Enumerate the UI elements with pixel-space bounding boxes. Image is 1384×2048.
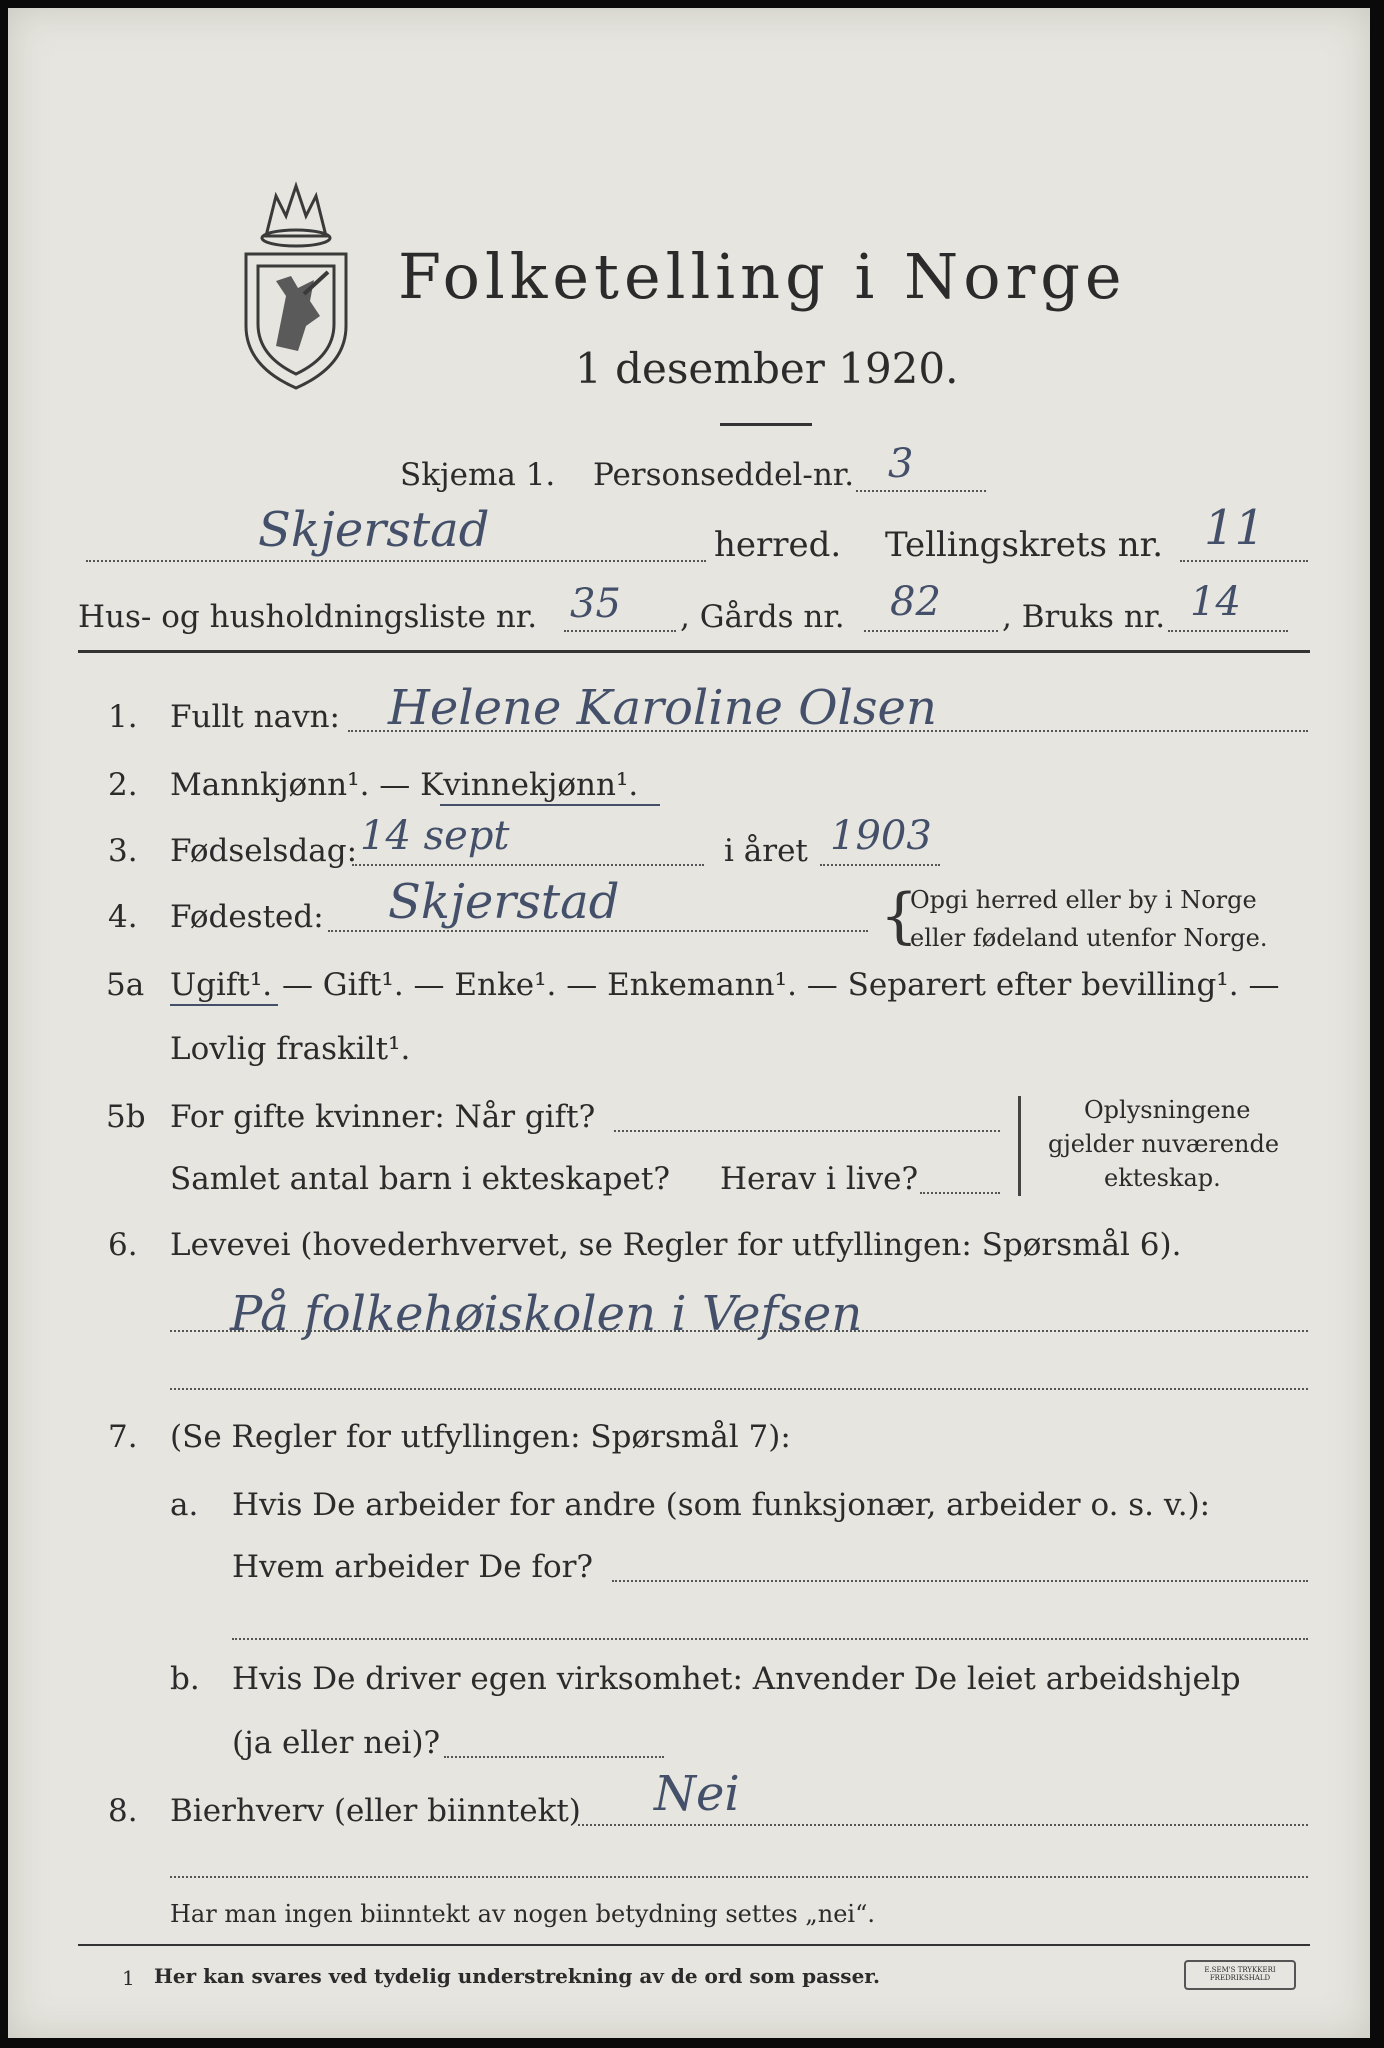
- gards-value: 82: [890, 579, 941, 625]
- q7b-line1: Hvis De driver egen virksomhet: Anvender De leiet arbeidshjelp: [232, 1661, 1241, 1697]
- bruks-label: , Bruks nr.: [1002, 599, 1166, 635]
- kvinnekjonn-underline: [440, 804, 660, 806]
- hus-value: 35: [570, 581, 621, 627]
- q8-number: 8.: [108, 1793, 138, 1829]
- q5b-line2b: Herav i live?: [720, 1161, 919, 1197]
- personseddel-value: 3: [888, 441, 914, 487]
- birthplace-value: Skjerstad: [388, 874, 620, 930]
- q7a-line2: Hvem arbeider De for?: [232, 1549, 594, 1585]
- q7a-line1: Hvis De arbeider for andre (som funksjonær, arbeider o. s. v.):: [232, 1487, 1211, 1523]
- birthdate-value: 14 sept: [360, 813, 510, 859]
- tellingskrets-value: 11: [1204, 500, 1266, 556]
- q8-label: Bierhverv (eller biinntekt): [170, 1793, 581, 1829]
- bruks-value: 14: [1190, 579, 1241, 625]
- q3-number: 3.: [108, 833, 138, 869]
- q4-label: Fødested:: [170, 899, 324, 935]
- q6-number: 6.: [108, 1227, 138, 1263]
- footer-divider: [78, 1944, 1310, 1946]
- q1-label: Fullt navn:: [170, 699, 340, 735]
- q5b-note-line3: ekteskap.: [1104, 1164, 1221, 1192]
- q3-label: Fødselsdag:: [170, 833, 358, 869]
- q7-label: (Se Regler for utfyllingen: Spørsmål 7):: [170, 1419, 791, 1455]
- q7a-number: a.: [170, 1487, 199, 1523]
- footnote-mark: 1: [122, 1966, 135, 1990]
- ugift-underline: [170, 1004, 278, 1006]
- form-title: Folketelling i Norge: [398, 240, 1127, 313]
- gards-label: , Gårds nr.: [680, 599, 845, 635]
- q2-label: Mannkjønn¹. — Kvinnekjønn¹.: [170, 767, 639, 803]
- q5b-line2a: Samlet antal barn i ekteskapet?: [170, 1161, 670, 1197]
- tellingskrets-label: Tellingskrets nr.: [885, 525, 1164, 565]
- q1-number: 1.: [108, 699, 138, 735]
- q4-note-line1: Opgi herred eller by i Norge: [910, 886, 1257, 914]
- side-occupation-value: Nei: [654, 1766, 740, 1822]
- q5a-line1: Ugift¹. — Gift¹. — Enke¹. — Enkemann¹. — Separert efter bevilling¹. —: [170, 967, 1280, 1003]
- q4-number: 4.: [108, 899, 138, 935]
- herred-label: herred.: [714, 525, 842, 565]
- q4-note-line2: eller fødeland utenfor Norge.: [910, 924, 1268, 952]
- printer-stamp-text: E.SEM'S TRYKKERI FREDRIKSHALD: [1204, 1966, 1276, 1982]
- footnote-text: Her kan svares ved tydelig understrekning av de ord som passer.: [154, 1964, 880, 1988]
- printer-stamp: [1184, 1960, 1296, 1990]
- q5a-number: 5a: [106, 967, 145, 1003]
- census-form: Folketelling i Norge 1 desember 1920. Skjema 1. Personseddel-nr. 3 Skjerstad herred. Tellingskrets nr. 11 Hus- og husholdningsliste nr. 35 , Gårds nr. 82 , Bruks nr. 14 1. Fullt navn: Helene Karoline Olsen 2. Mannkjønn¹. — Kvinnekjønn¹. 3. Fødselsdag: 14 sept i året 1903 4. Fødested: Skjerstad { Opgi herred eller by i Norge eller fødeland utenfor Norge. 5a Ugift¹. — Gift¹. — Enke¹. — Enkemann¹. — Separert efter bevilling¹. — Lovlig fraskilt¹. 5b For gifte kvinner: Når gift? Samlet antal barn i ekteskapet? Herav i live? Oplysningene gjelder nuværende ekteskap. 6. Levevei (hovederhvervet, se Regler for utfyllingen: Spørsmål 6). På folkehøiskolen i Vefsen 7. (Se Regler for utfyllingen: Spørsmål 7): a. Hvis De arbeider for andre (som funksjonær, arbeider o. s. v.): Hvem arbeider De for? b. Hvis De driver egen virksomhet: Anvender De leiet arbeidshjelp (ja eller nei)? 8. Bierhverv (eller biinntekt) Nei Har man ingen biinntekt av nogen betydning settes „nei“. 1 Her kan svares ved tydelig understrekning av de ord som passer. E.SEM'S TRYKKERI FREDRIKSHALD: [8, 8, 1370, 2038]
- q5b-note-bracket: [1018, 1096, 1021, 1196]
- q6-label: Levevei (hovederhvervet, se Regler for utfyllingen: Spørsmål 6).: [170, 1227, 1182, 1263]
- q5b-note-line2: gjelder nuværende: [1048, 1130, 1280, 1158]
- form-date: 1 desember 1920.: [575, 344, 959, 393]
- occupation-value: På folkehøiskolen i Vefsen: [230, 1286, 863, 1342]
- q3-year-label: i året: [724, 833, 808, 869]
- coat-of-arms-icon: [236, 176, 356, 396]
- footer-note: Har man ingen biinntekt av nogen betydning settes „nei“.: [170, 1900, 875, 1928]
- title-divider: [720, 423, 812, 426]
- q5b-number: 5b: [106, 1099, 146, 1135]
- herred-value: Skjerstad: [258, 502, 490, 558]
- birth-year-value: 1903: [830, 813, 932, 859]
- q2-number: 2.: [108, 767, 138, 803]
- q7b-number: b.: [170, 1661, 200, 1697]
- hus-label: Hus- og husholdningsliste nr.: [78, 599, 538, 635]
- q5b-note-line1: Oplysningene: [1084, 1096, 1251, 1124]
- q5a-line2: Lovlig fraskilt¹.: [170, 1031, 411, 1067]
- q5b-line1: For gifte kvinner: Når gift?: [170, 1099, 596, 1135]
- q7b-line2: (ja eller nei)?: [232, 1725, 441, 1761]
- header-divider: [78, 650, 1310, 653]
- skjema-label: Skjema 1.: [400, 457, 556, 493]
- q7-number: 7.: [108, 1419, 138, 1455]
- full-name-value: Helene Karoline Olsen: [388, 680, 937, 736]
- personseddel-label: Personseddel-nr.: [593, 457, 855, 493]
